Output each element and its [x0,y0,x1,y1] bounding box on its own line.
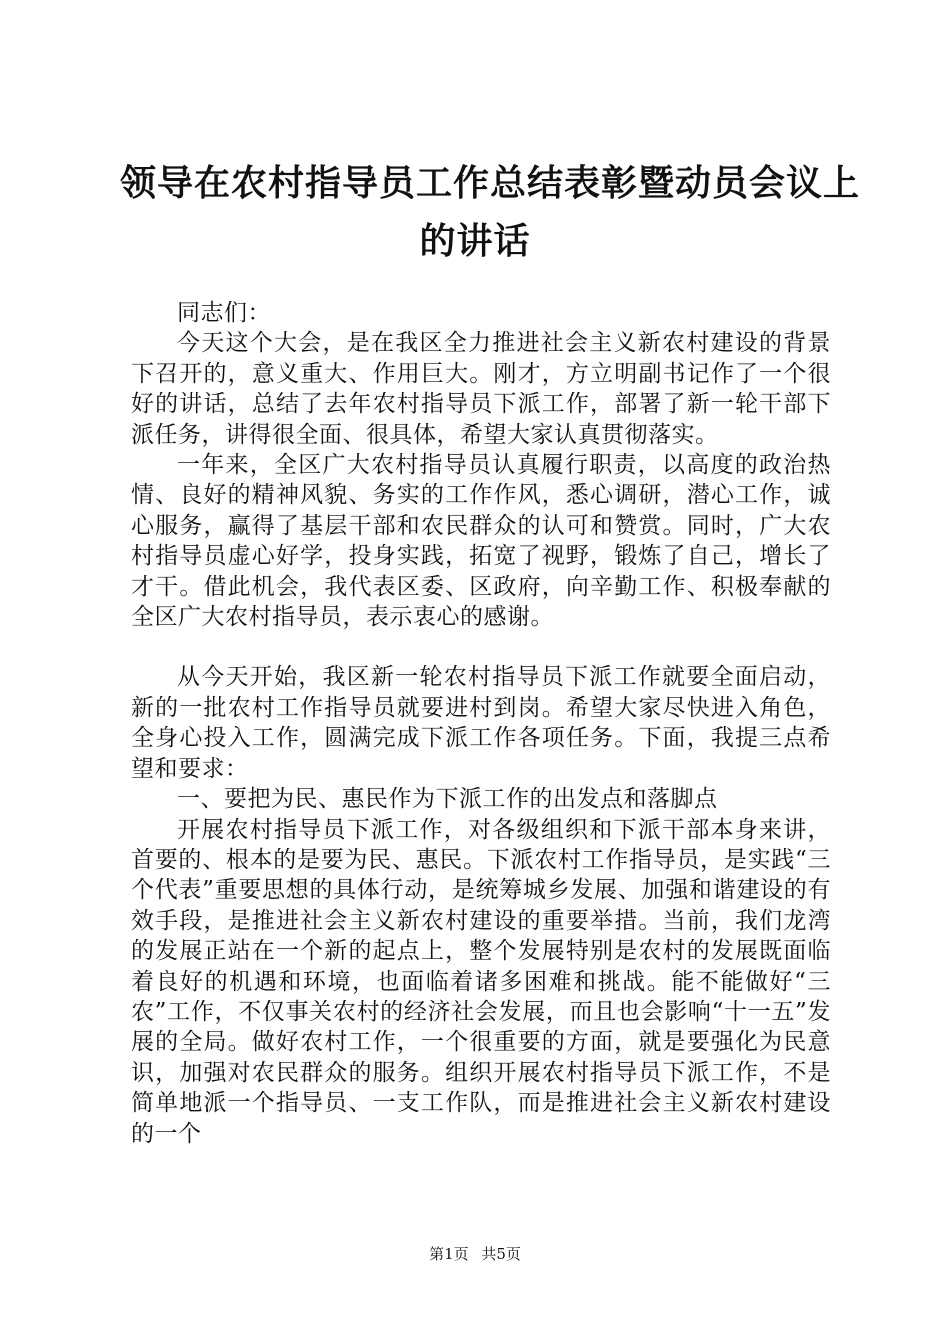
body-paragraph: 开展农村指导员下派工作，对各级组织和下派干部本身来讲，首要的、根本的是要为民、惠民。下派农村工作指导员，是实践“三个代表”重要思想的具体行动，是统筹城乡发展、加强和谐建设的有效手段，是推进社会主义新农村建设的重要举措。当前，我们龙湾的发展正站在一个新的起点上，整个发展特别是农村的发展既面临着良好的机遇和环境，也面临着诸多困难和挑战。能不能做好“三农”工作，不仅事关农村的经济社会发展，而且也会影响“十一五”发展的全局。做好农村工作，一个很重要的方面，就是要强化为民意识，加强对农民群众的服务。组织开展农村指导员下派工作，不是简单地派一个指导员、一支工作队，而是推进社会主义新农村建设的一个 [131,816,831,1147]
page-total: 共5页 [481,1245,521,1263]
body-paragraph: 从今天开始，我区新一轮农村指导员下派工作就要全面启动，新的一批农村工作指导员就要进村到岗。希望大家尽快进入角色，全身心投入工作，圆满完成下派工作各项任务。下面，我提三点希望和要求： [131,664,831,782]
body-paragraph: 一年来，全区广大农村指导员认真履行职责，以高度的政治热情、良好的精神风貌、务实的工作作风，悉心调研，潜心工作，诚心服务，赢得了基层干部和农民群众的认可和赞赏。同时，广大农村指导员虚心好学，投身实践，拓宽了视野，锻炼了自己，增长了才干。借此机会，我代表区委、区政府，向辛勤工作、积极奉献的全区广大农村指导员，表示衷心的感谢。 [131,452,831,631]
document-body [131,298,831,1149]
section-heading: 一、要把为民、惠民作为下派工作的出发点和落脚点 [177,786,718,813]
page-number: 第1页 [429,1245,469,1263]
document-title-line-2: 的讲话 [419,221,531,262]
body-paragraph: 今天这个大会，是在我区全力推进社会主义新农村建设的背景下召开的，意义重大、作用巨大。刚才，方立明副书记作了一个很好的讲话，总结了去年农村指导员下派工作，部署了新一轮干部下派任务，讲得很全面、很具体，希望大家认真贯彻落实。 [131,330,831,448]
document-title-line-1: 领导在农村指导员工作总结表彰暨动员会议上 [120,163,861,204]
page-footer [0,1244,950,1264]
salutation: 同志们： [177,300,271,326]
